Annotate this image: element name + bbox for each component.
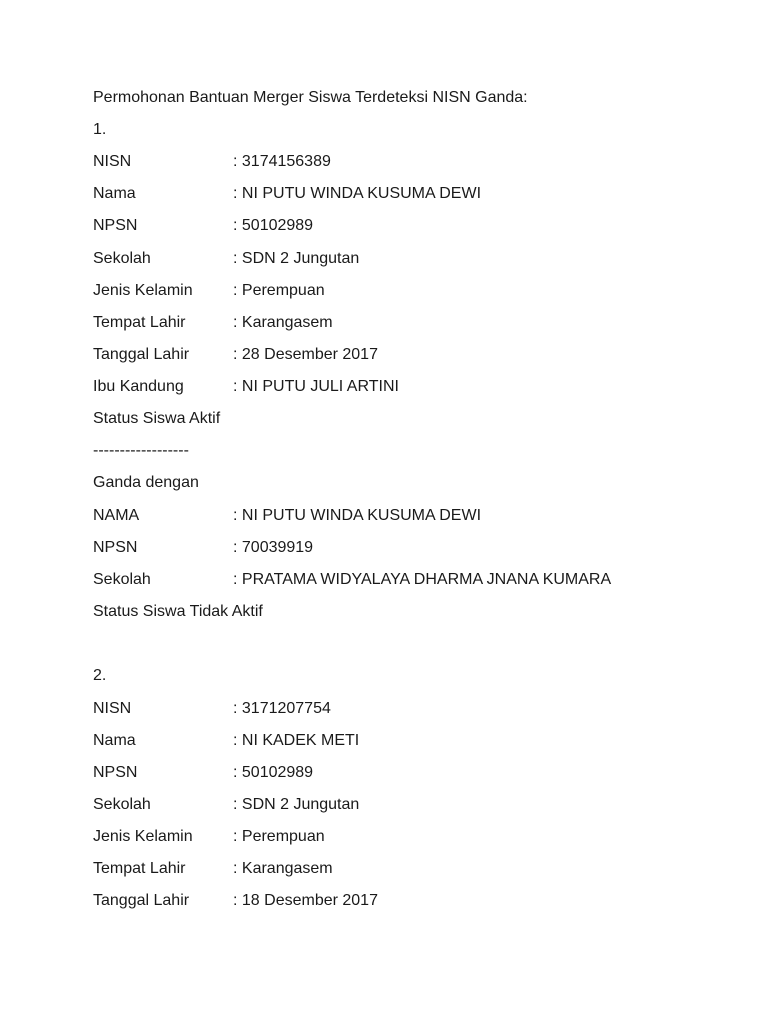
field-label: NPSN <box>93 539 138 556</box>
field-label: Tempat Lahir <box>93 860 186 877</box>
field-value: : 28 Desember 2017 <box>233 346 378 363</box>
field-value: : 50102989 <box>233 217 314 234</box>
field-value: : Perempuan <box>233 828 325 845</box>
field-row-sekolah <box>93 248 359 270</box>
field-label: Jenis Kelamin <box>93 828 193 845</box>
field-label: Sekolah <box>93 250 151 267</box>
duplicate-heading: Ganda dengan <box>93 474 199 491</box>
separator-line: ------------------ <box>93 442 189 459</box>
field-label: NISN <box>93 153 132 170</box>
duplicate-row-sekolah <box>93 569 611 591</box>
field-value: : Perempuan <box>233 282 325 299</box>
field-row-npsn <box>93 762 313 784</box>
field-label: Jenis Kelamin <box>93 282 193 299</box>
field-value: : NI PUTU JULI ARTINI <box>233 378 399 395</box>
field-row-nisn <box>93 151 331 173</box>
field-label: Sekolah <box>93 571 151 588</box>
field-label: NISN <box>93 700 132 717</box>
field-value: : NI KADEK METI <box>233 732 360 749</box>
student-status: Status Siswa Aktif <box>93 410 221 427</box>
field-value: : Karangasem <box>233 314 333 331</box>
field-value: : SDN 2 Jungutan <box>233 796 360 813</box>
field-row-nama <box>93 183 481 205</box>
field-row-sekolah <box>93 794 359 816</box>
field-label: Sekolah <box>93 796 151 813</box>
field-label: NPSN <box>93 764 138 781</box>
entry-number: 2. <box>93 667 107 684</box>
entry-number: 1. <box>93 121 107 138</box>
field-row-npsn <box>93 215 313 237</box>
field-label: Nama <box>93 185 136 202</box>
field-row-jenis-kelamin <box>93 280 325 302</box>
field-row-tanggal-lahir <box>93 890 378 912</box>
field-value: : Karangasem <box>233 860 333 877</box>
field-label: Nama <box>93 732 136 749</box>
field-value: : 3174156389 <box>233 153 331 170</box>
field-row-tanggal-lahir <box>93 344 378 366</box>
field-value: : 70039919 <box>233 539 314 556</box>
field-value: : NI PUTU WINDA KUSUMA DEWI <box>233 185 482 202</box>
field-label: NPSN <box>93 217 138 234</box>
field-value: : PRATAMA WIDYALAYA DHARMA JNANA KUMARA <box>233 571 612 588</box>
field-label: Tempat Lahir <box>93 314 186 331</box>
duplicate-status: Status Siswa Tidak Aktif <box>93 603 263 620</box>
field-row-nisn <box>93 698 331 720</box>
field-value: : SDN 2 Jungutan <box>233 250 360 267</box>
field-value: : 18 Desember 2017 <box>233 892 378 909</box>
field-row-ibu-kandung <box>93 376 399 398</box>
duplicate-row-nama <box>93 505 481 527</box>
duplicate-row-npsn <box>93 537 313 559</box>
field-label: Ibu Kandung <box>93 378 184 395</box>
field-label: Tanggal Lahir <box>93 892 190 909</box>
field-row-tempat-lahir <box>93 312 333 334</box>
field-row-jenis-kelamin <box>93 826 325 848</box>
field-row-tempat-lahir <box>93 858 333 880</box>
field-label: Tanggal Lahir <box>93 346 190 363</box>
field-value: : 50102989 <box>233 764 314 781</box>
field-row-nama <box>93 730 359 752</box>
field-value: : 3171207754 <box>233 700 331 717</box>
document-heading: Permohonan Bantuan Merger Siswa Terdeteksi NISN Ganda: <box>93 89 528 106</box>
field-value: : NI PUTU WINDA KUSUMA DEWI <box>233 507 482 524</box>
field-label: NAMA <box>93 507 140 524</box>
